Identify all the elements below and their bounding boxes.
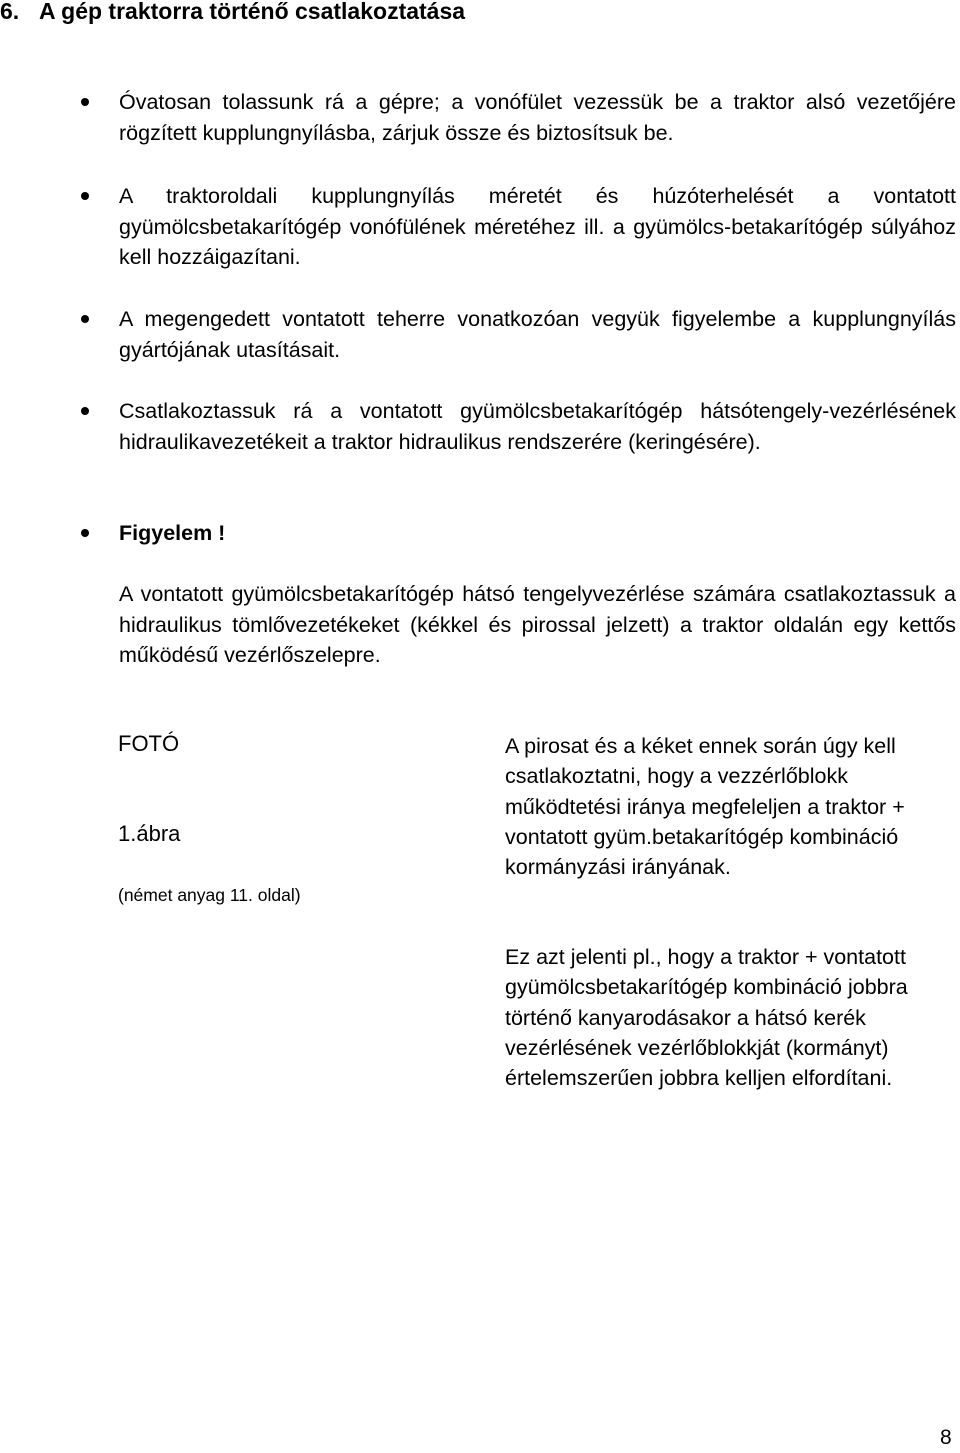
list-item <box>119 304 956 365</box>
photo-placeholder-label: FOTÓ <box>118 731 180 756</box>
bullet-icon <box>81 98 89 106</box>
warning-heading <box>119 518 956 549</box>
warning-paragraph: A vontatott gyümölcsbetakarítógép hátsó tengelyvezérlése számára csatlakoztassuk a hidraulikus tömlővezetékeket (kékkel és pirossal jelzett) a traktor oldalán egy kettős működésű vezérlőszelepre. <box>119 582 956 667</box>
section-number: 6. <box>0 0 20 24</box>
bullet-icon <box>81 529 89 537</box>
list-item-text: Csatlakoztassuk rá a vontatott gyümölcsbetakarítógép hátsótengely-vezérlésének hidraulikavezetékeit a traktor hidraulikus rendszerére (keringésére). <box>119 399 956 454</box>
bullet-icon <box>81 315 89 323</box>
section-heading <box>0 0 465 28</box>
list-item-text: A traktoroldali kupplungnyílás méretét és húzóterhelését a vontatott gyümölcsbetakarítógép vonófülének méretéhez ill. a gyümölcs-betakarítógép súlyához kell hozzáigazítani. <box>119 184 956 269</box>
bullet-icon <box>81 407 89 415</box>
page-number: 8 <box>940 1426 952 1449</box>
section-title: A gép traktorra történő csatlakoztatása <box>39 0 466 24</box>
list-item <box>119 396 956 457</box>
warning-heading-text: Figyelem ! <box>119 521 226 545</box>
list-item-text: A megengedett vontatott teherre vonatkozóan vegyük figyelembe a kupplungnyílás gyártójának utasításait. <box>119 307 956 362</box>
bullet-icon <box>81 192 89 200</box>
figure-number: 1.ábra <box>118 821 181 846</box>
example-note: Ez azt jelenti pl., hogy a traktor + vontatott gyümölcsbetakarítógép kombináció jobbra történő kanyarodásakor a hátsó kerék vezérlésének vezérlőblokkját (kormányt) értelemszerűen jobbra kelljen elfordítani. <box>505 945 908 1091</box>
list-item <box>119 181 956 273</box>
figure-source: (német anyag 11. oldal) <box>118 885 301 905</box>
connection-note: A pirosat és a kéket ennek során úgy kell csatlakoztatni, hogy a vezzérlőblokk működtetési iránya megfeleljen a traktor + vontatott gyüm.betakarítógép kombináció kormányzási irányának. <box>505 734 905 880</box>
list-item <box>119 87 956 148</box>
list-item-text: Óvatosan tolassunk rá a gépre; a vonófület vezessük be a traktor alsó vezetőjére rögzített kupplungnyílásba, zárjuk össze és biztosítsuk be. <box>119 90 956 145</box>
